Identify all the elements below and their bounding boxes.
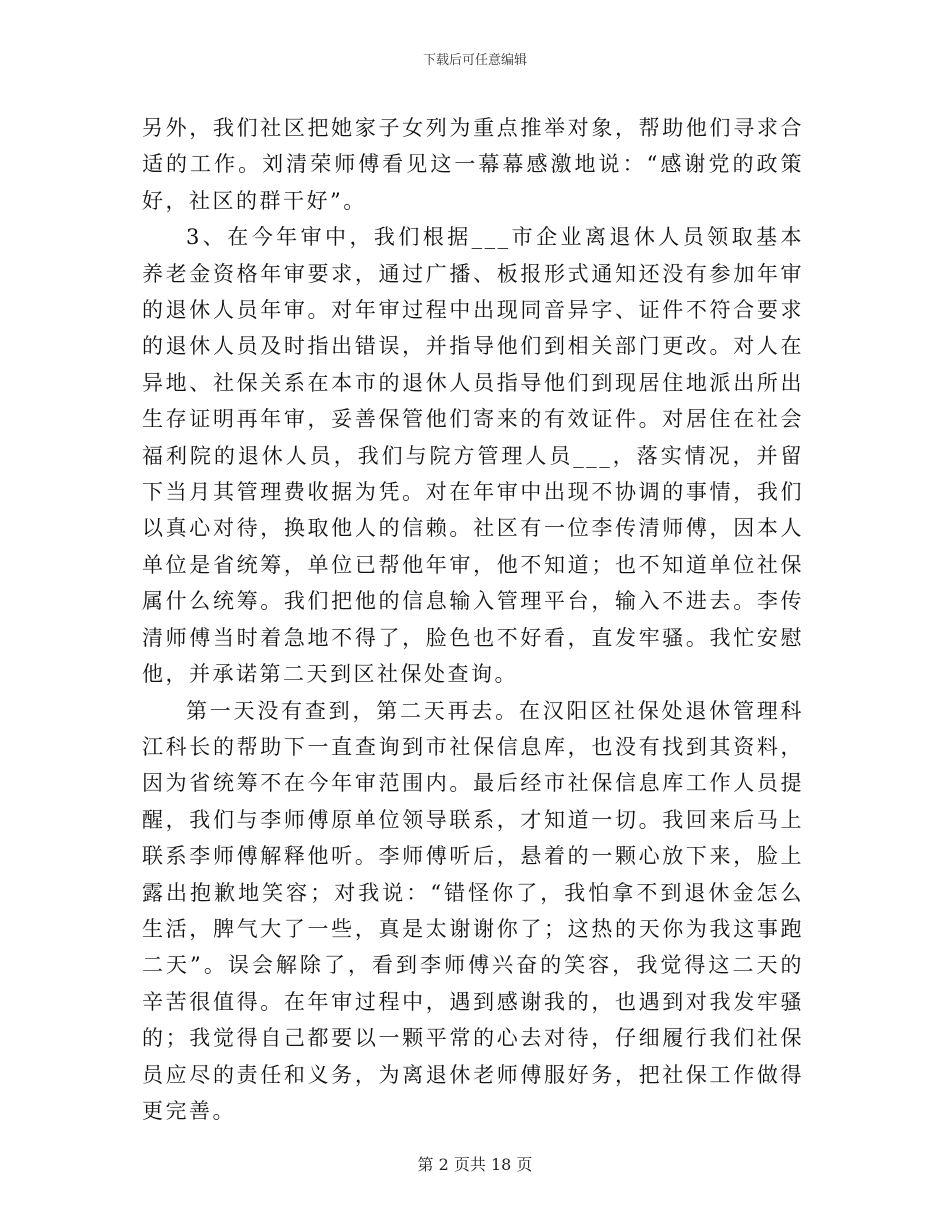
paragraph-annual-review: 3、在今年审中，我们根据___市企业离退休人员领取基本养老金资格年审要求，通过广播、板报形式通知还没有参加年审的退休人员年审。对年审过程中出现同音异字、证件不符合要求的退休人员及时指出错误，并指导他们到相关部门更改。对人在异地、社保关系在本市的退休人员指导他们到现居住地派出所出生存证明再年审，妥善保管他们寄来的有效证件。对居住在社会福利院的退休人员，我们与院方管理人员___，落实情况，并留下当月其管理费收据为凭。对在年审中出现不协调的事情，我们以真心对待，换取他人的信赖。社区有一位李传清师傅，因本人单位是省统筹，单位已帮他年审，他不知道；也不知道单位社保属什么统筹。我们把他的信息输入管理平台，输入不进去。李传清师傅当时着急地不得了，脸色也不好看，直发牢骚。我忙安慰他，并承诺第二天到区社保处查询。 (142, 225, 804, 687)
document-body (142, 110, 804, 1129)
page-header: 下载后可任意编辑 (422, 53, 527, 68)
paragraph-continuation: 另外，我们社区把她家子女列为重点推举对象，帮助他们寻求合适的工作。刘清荣师傅看见这一幕幕感激地说：“感谢党的政策好，社区的群干好”。 (142, 116, 804, 213)
page-number-footer: 第 2 页共 18 页 (417, 1155, 533, 1174)
paragraph-follow-up: 第一天没有查到，第二天再去。在汉阳区社保处退休管理科江科长的帮助下一直查询到市社保信息库，也没有找到其资料，因为省统筹不在今年审范围内。最后经市社保信息库工作人员提醒，我们与李师傅原单位领导联系，才知道一切。我回来后马上联系李师傅解释他听。李师傅听后，悬着的一颗心放下来，脸上露出抱歉地笑容；对我说：“错怪你了，我怕拿不到退休金怎么生活，脾气大了一些，真是太谢谢你了；这热的天你为我这事跑二天”。误会解除了，看到李师傅兴奋的笑容，我觉得这二天的辛苦很值得。在年审过程中，遇到感谢我的，也遇到对我发牢骚的；我觉得自己都要以一颗平常的心去对待，仔细履行我们社保员应尽的责任和义务，为离退休老师傅服好务，把社保工作做得更完善。 (142, 698, 804, 1123)
